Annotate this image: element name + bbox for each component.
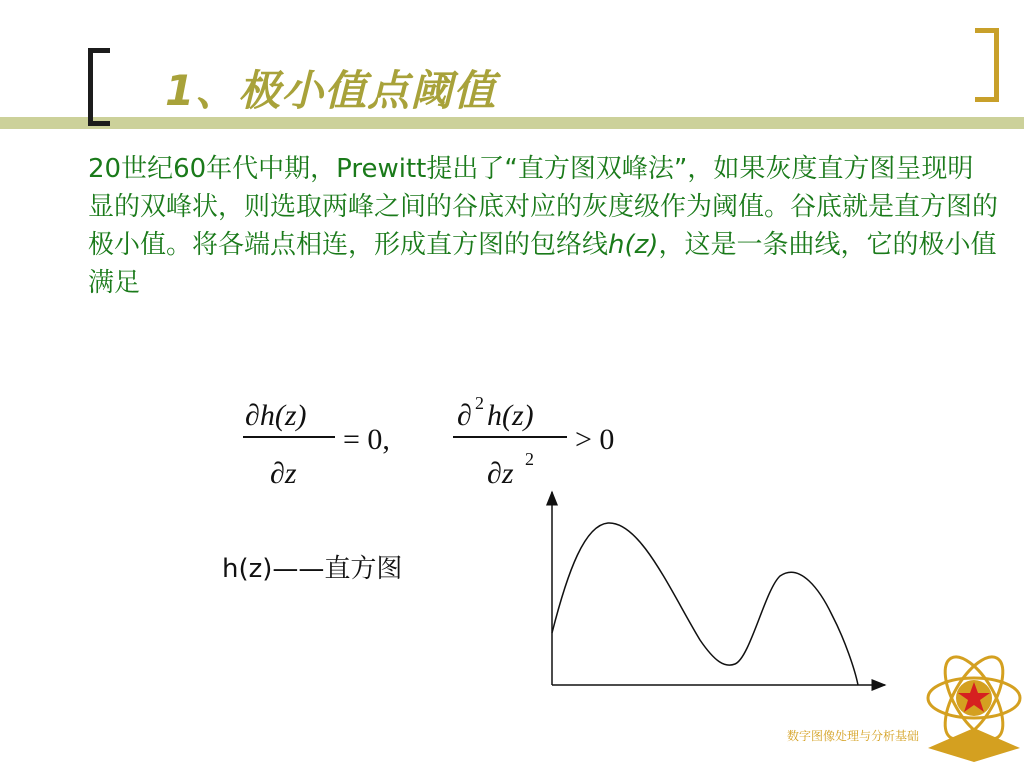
slide-title: 1、极小值点阈值 bbox=[165, 66, 497, 115]
right-bracket-decoration bbox=[975, 28, 999, 102]
eq2-numerator-prefix: ∂ bbox=[457, 399, 472, 432]
histogram-envelope-curve bbox=[552, 523, 858, 685]
body-text-part1: 20世纪60年代中期，Prewitt提出了“直方图双峰法”，如果灰度直方图呈现明显的双峰状，则选取两峰之间的谷底对应的灰度级作为阈值。谷底就是直方图的极小值。将各端点相连，形成直方图的包络线 bbox=[88, 154, 999, 260]
histogram-label: h(z)——直方图 bbox=[222, 554, 403, 584]
histogram-envelope-plot bbox=[540, 490, 890, 695]
header-divider bbox=[0, 117, 1024, 129]
body-paragraph bbox=[88, 150, 998, 302]
left-bracket-decoration bbox=[88, 48, 110, 126]
footer-course-title: 数字图像处理与分析基础 bbox=[787, 729, 920, 743]
emblem-logo bbox=[918, 628, 1024, 763]
eq2-rhs: > 0 bbox=[575, 423, 615, 456]
eq2-denominator-sup: 2 bbox=[525, 449, 534, 469]
eq1-numerator: ∂h(z) bbox=[245, 399, 307, 432]
eq2-numerator-sup: 2 bbox=[475, 393, 484, 413]
eq1-rhs: = 0, bbox=[343, 423, 390, 456]
eq2-denominator: ∂z bbox=[487, 457, 514, 490]
body-text-italic: h(z) bbox=[608, 230, 659, 260]
eq2-numerator-rest: h(z) bbox=[487, 399, 534, 432]
eq1-denominator: ∂z bbox=[270, 457, 297, 490]
body-text-part2: ，这是一条曲线，它的极小值满足 bbox=[88, 230, 997, 298]
minimum-condition-formula bbox=[235, 385, 655, 495]
